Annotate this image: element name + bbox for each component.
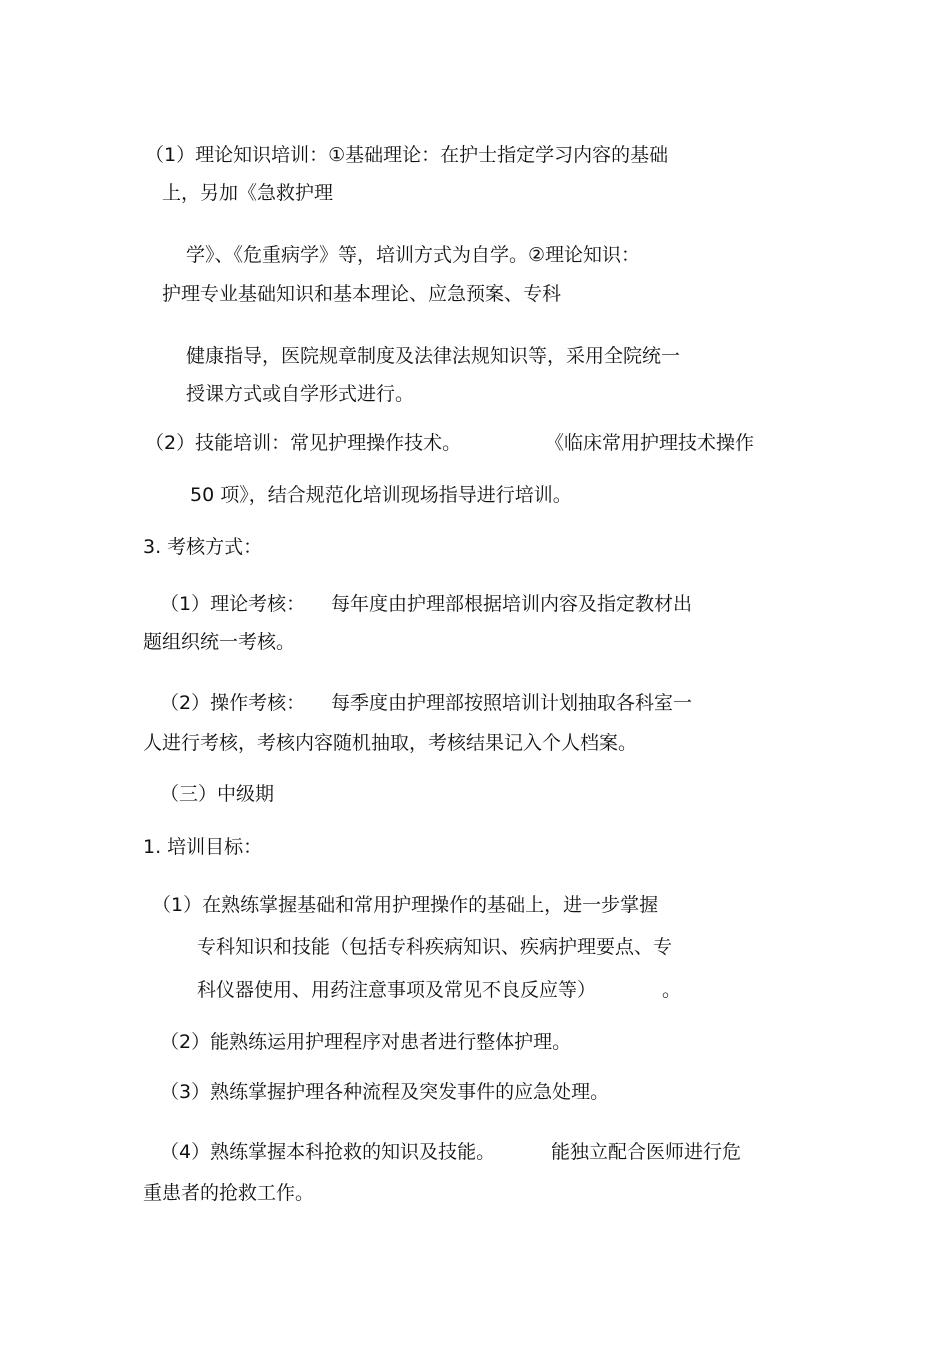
text-line: （1）在熟练掌握基础和常用护理操作的基础上，进一步掌握	[152, 894, 659, 916]
text-line: （3）熟练掌握护理各种流程及突发事件的应急处理。	[160, 1081, 610, 1103]
text-line: 1. 培训目标：	[143, 836, 263, 858]
text-line: （1）理论考核：	[160, 593, 306, 615]
text-line: 上，另加《急救护理	[162, 182, 334, 204]
text-line: （2）技能培训：常见护理操作技术。	[145, 432, 462, 454]
text-line: （三）中级期	[160, 783, 275, 805]
text-line: 护理专业基础知识和基本理论、应急预案、专科	[162, 283, 562, 305]
text-line: 学》、《危重病学》等，培训方式为自学。②理论知识：	[186, 244, 641, 266]
text-line: 授课方式或自学形式进行。	[186, 383, 415, 405]
text-line: 每年度由护理部根据培训内容及指定教材出	[331, 593, 693, 615]
text-line: 每季度由护理部按照培训计划抽取各科室一	[331, 692, 693, 714]
text-line: 《临床常用护理技术操作	[545, 432, 755, 454]
text-line: 3. 考核方式：	[143, 536, 263, 558]
text-line: 50 项》，结合规范化培训现场指导进行培训。	[190, 484, 572, 506]
text-line: （1）理论知识培训：①基础理论：在护士指定学习内容的基础	[145, 144, 669, 166]
text-line: （2）操作考核：	[160, 692, 306, 714]
text-line: 健康指导，医院规章制度及法律法规知识等，采用全院统一	[186, 345, 681, 367]
text-line: 重患者的抢救工作。	[143, 1182, 315, 1204]
text-line: 科仪器使用、用药注意事项及常见不良反应等）	[197, 979, 597, 1001]
text-line: 。	[662, 979, 682, 1001]
text-line: 专科知识和技能（包括专科疾病知识、疾病护理要点、专	[197, 936, 673, 958]
text-line: 题组织统一考核。	[143, 631, 296, 653]
text-line: （4）熟练掌握本科抢救的知识及技能。	[160, 1141, 496, 1163]
text-line: 能独立配合医师进行危	[551, 1141, 742, 1163]
text-line: （2）能熟练运用护理程序对患者进行整体护理。	[160, 1031, 572, 1053]
text-line: 人进行考核，考核内容随机抽取，考核结果记入个人档案。	[143, 732, 638, 754]
